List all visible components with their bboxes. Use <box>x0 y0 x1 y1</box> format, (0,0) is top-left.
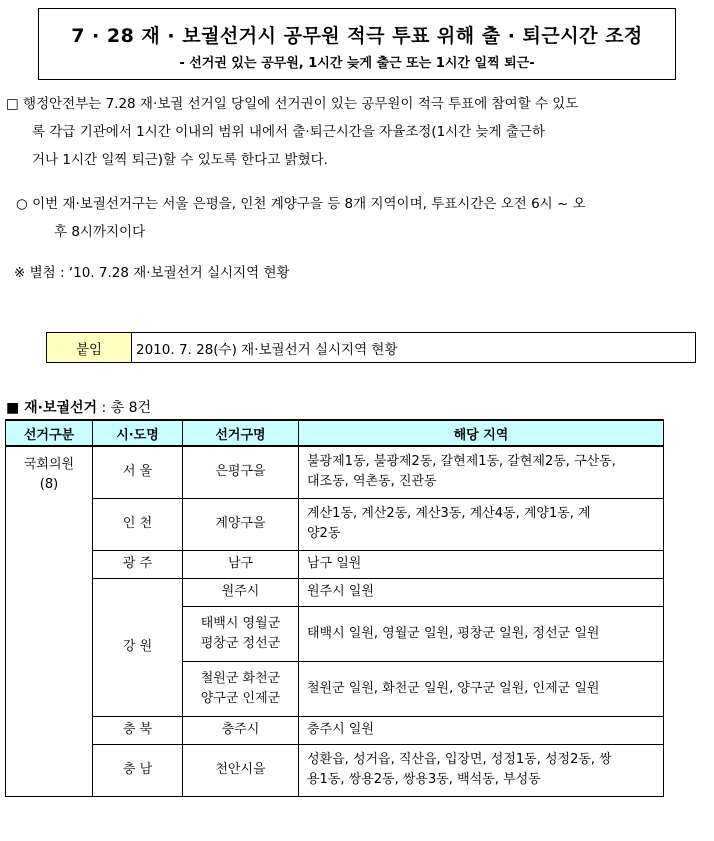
table-header-row <box>6 420 664 446</box>
area-cell <box>299 744 664 796</box>
paragraph-1-line-1: □ 행정안전부는 7.28 재·보궐 선거일 당일에 선거권이 있는 공무원이 적극 투표에 참여할 수 있도 <box>6 96 579 112</box>
area-cell: 충주시 일원 <box>299 716 664 744</box>
paragraph-2 <box>16 190 706 246</box>
region-cell: 강 원 <box>93 578 183 716</box>
page-title: 7 · 28 재 · 보궐선거시 공무원 적극 투표 위해 출 · 퇴근시간 조정 <box>71 25 643 47</box>
region-cell: 광 주 <box>93 550 183 578</box>
paragraph-2-line-1: ○ 이번 재·보궐선거구는 서울 은평을, 인천 계양구을 등 8개 지역이며, 투표시간은 오전 6시 ~ 오 <box>16 196 586 212</box>
section-title <box>6 397 151 417</box>
area-cell: 철원군 일원, 화천군 일원, 양구군 일원, 인제군 일원 <box>299 661 664 716</box>
district-cell: 남구 <box>183 550 299 578</box>
area-cell: 태백시 일원, 영월군 일원, 평창군 일원, 정선군 일원 <box>299 606 664 661</box>
region-cell: 충 북 <box>93 716 183 744</box>
district-line: 태백시 영월군 <box>200 615 281 631</box>
section-count: : 총 8건 <box>97 400 152 416</box>
table-row <box>6 716 664 744</box>
area-line: 성환읍, 성거읍, 직산읍, 입장면, 성정1동, 성정2동, 쌍 <box>307 752 612 767</box>
title-box <box>38 8 676 80</box>
district-cell <box>183 661 299 716</box>
district-cell: 충주시 <box>183 716 299 744</box>
district-cell: 원주시 <box>183 578 299 606</box>
area-cell: 원주시 일원 <box>299 578 664 606</box>
table-row <box>6 446 664 498</box>
table-row <box>6 578 664 606</box>
district-cell: 은평구을 <box>183 446 299 498</box>
paragraph-1 <box>6 90 706 174</box>
category-count: (8) <box>39 477 59 492</box>
category-label: 국회의원 <box>23 457 75 472</box>
district-cell: 계양구을 <box>183 498 299 550</box>
area-line: 용1동, 쌍용2동, 쌍용3동, 백석동, 부성동 <box>307 772 541 787</box>
area-cell <box>299 446 664 498</box>
region-cell: 충 남 <box>93 744 183 796</box>
category-cell <box>6 446 93 796</box>
paragraph-1-line-3: 거나 1시간 일찍 퇴근)할 수 있도록 한다고 밝혔다. <box>32 152 328 168</box>
header-category: 선거구분 <box>6 420 93 446</box>
area-cell <box>299 498 664 550</box>
table-row <box>6 550 664 578</box>
area-cell: 남구 일원 <box>299 550 664 578</box>
attachment-note: ※ 별첨 : ‘10. 7.28 재·보궐선거 실시지역 현황 <box>14 265 290 281</box>
area-line: 대조동, 역촌동, 진관동 <box>307 474 437 490</box>
district-line: 철원군 화천군 <box>200 670 281 686</box>
district-line: 양구군 인제군 <box>200 690 281 706</box>
attachment-box <box>46 332 696 363</box>
page-subtitle: - 선거권 있는 공무원, 1시간 늦게 출근 또는 1시간 일찍 퇴근- <box>179 56 535 71</box>
header-area: 해당 지역 <box>299 420 664 446</box>
attachment-value: 2010. 7. 28(수) 재·보궐선거 실시지역 현황 <box>132 333 696 363</box>
section-title-text: ■ 재·보궐선거 <box>6 400 98 416</box>
region-cell: 인 천 <box>93 498 183 550</box>
table-row <box>6 744 664 796</box>
region-cell: 서 울 <box>93 446 183 498</box>
paragraph-2-line-2: 후 8시까지이다 <box>54 224 146 240</box>
table-row <box>6 498 664 550</box>
header-region: 시·도명 <box>93 420 183 446</box>
header-district: 선거구명 <box>183 420 299 446</box>
area-line: 불광제1동, 불광제2동, 갈현제1동, 갈현제2동, 구산동, <box>307 454 616 470</box>
area-line: 양2동 <box>307 526 341 541</box>
paragraph-1-line-2: 록 각급 기관에서 1시간 이내의 범위 내에서 출·퇴근시간을 자율조정(1시간 늦게 출근하 <box>32 124 546 140</box>
district-cell: 천안시을 <box>183 744 299 796</box>
district-cell <box>183 606 299 661</box>
area-line: 계산1동, 계산2동, 계산3동, 계산4동, 계양1동, 계 <box>307 506 591 521</box>
election-table <box>5 419 664 797</box>
attachment-label: 붙임 <box>47 333 132 363</box>
district-line: 평창군 정선군 <box>200 635 281 651</box>
